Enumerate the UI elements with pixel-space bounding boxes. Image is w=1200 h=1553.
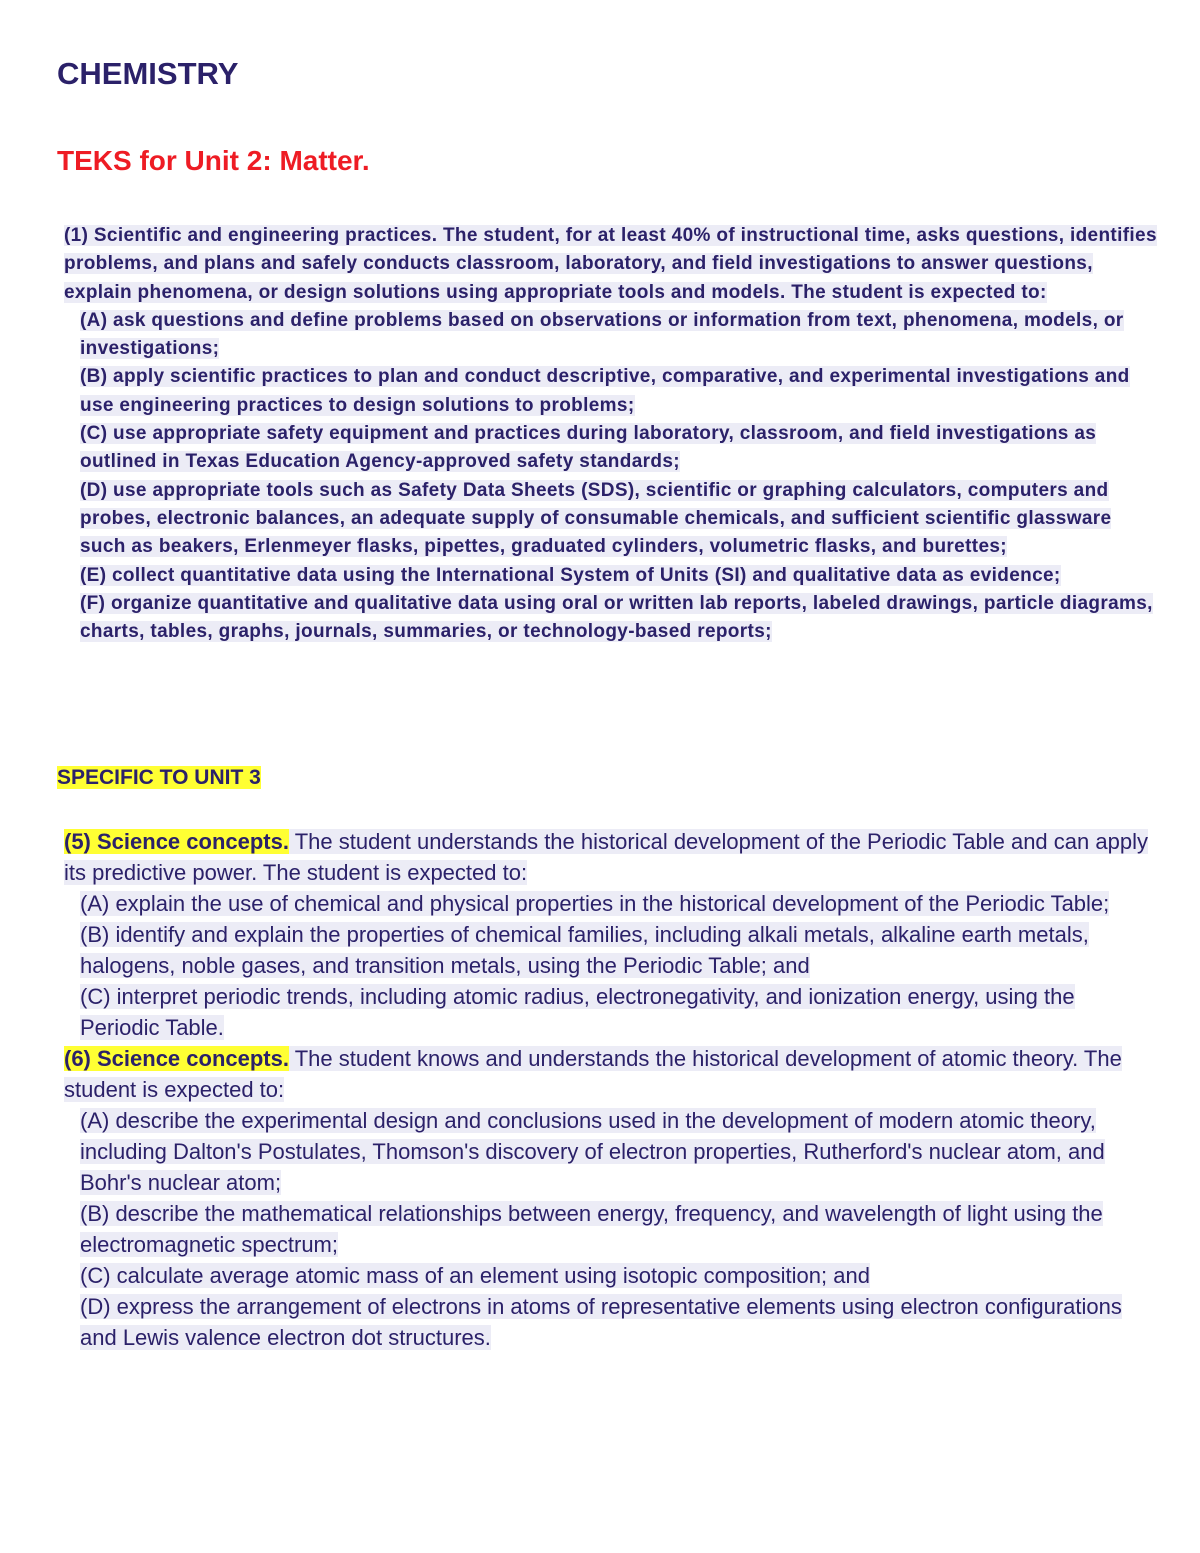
page-title: CHEMISTRY: [57, 56, 239, 91]
concept-item-text: (B) describe the mathematical relationships between energy, frequency, and wavelength of light using the electromagnetic spectrum;: [80, 1201, 1103, 1257]
unit-subtitle: TEKS for Unit 2: Matter.: [57, 145, 370, 176]
concept-item-text: (A) explain the use of chemical and physical properties in the historical development of the Periodic Table;: [80, 891, 1110, 916]
concept-item-text: (B) identify and explain the properties of chemical families, including alkali metals, alkaline earth metals, halogens, noble gases, and transition metals, using the Periodic Table; and: [80, 922, 1089, 978]
concept-item-text: (C) calculate average atomic mass of an element using isotopic composition; and: [80, 1263, 870, 1288]
practice-item-b: [57, 363, 1157, 420]
specific-heading: [57, 766, 261, 790]
practice-item-text: (A) ask questions and define problems based on observations or information from text, phenomena, models, or investigations;: [80, 309, 1124, 360]
practice-item-d: [57, 477, 1157, 562]
practices-section: [57, 222, 1157, 646]
practice-item-text: (B) apply scientific practices to plan and conduct descriptive, comparative, and experimental investigations and use engineering practices to design solutions to problems;: [80, 366, 1130, 416]
concept-5-item-b: [57, 919, 1157, 981]
concept-5-text: The student understands the historical development of the Periodic Table and can apply its predictive power. The student is expected to:: [64, 829, 1148, 885]
specific-heading-text: SPECIFIC TO UNIT 3: [57, 766, 261, 789]
concept-6-item-a: [57, 1105, 1157, 1198]
practice-item-text: (E) collect quantitative data using the International System of Units (SI) and qualitative data as evidence;: [80, 564, 1061, 586]
concept-6-item-c: [57, 1260, 1157, 1291]
concept-6-item-d: [57, 1291, 1157, 1353]
concept-6-intro: [57, 1043, 1157, 1105]
practice-item-c: [57, 420, 1157, 477]
practices-intro-text: (1) Scientific and engineering practices. The student, for at least 40% of instructional time, asks questions, identifies problems, and plans and safely conducts classroom, laboratory, and field investigations to answer questions, explain phenomena, or design solutions using appropriate tools and models. The student is expected to:: [64, 225, 1157, 303]
concept-5-label: (5) Science concepts.: [64, 829, 289, 854]
concept-item-text: (D) express the arrangement of electrons in atoms of representative elements using electron configurations and Lewis valence electron dot structures.: [80, 1294, 1122, 1350]
concept-item-text: (C) interpret periodic trends, including atomic radius, electronegativity, and ionization energy, using the Periodic Table.: [80, 984, 1075, 1040]
practice-item-f: [57, 590, 1157, 647]
concepts-section: [57, 826, 1157, 1353]
practices-intro: [57, 222, 1157, 307]
practice-item-a: [57, 307, 1157, 364]
practice-item-text: (C) use appropriate safety equipment and practices during laboratory, classroom, and field investigations as outlined in Texas Education Agency-approved safety standards;: [80, 423, 1097, 473]
practice-item-text: (F) organize quantitative and qualitative data using oral or written lab reports, labeled drawings, particle diagrams, charts, tables, graphs, journals, summaries, or technology-based reports;: [80, 592, 1153, 643]
concept-5-item-a: [57, 888, 1157, 919]
concept-item-text: (A) describe the experimental design and conclusions used in the development of modern atomic theory, including Dalton's Postulates, Thomson's discovery of electron properties, Rutherford's nuclear atom, and Bohr's nuclear atom;: [80, 1108, 1105, 1195]
practice-item-e: [57, 562, 1157, 590]
concept-5-intro: [57, 826, 1157, 888]
practice-item-text: (D) use appropriate tools such as Safety Data Sheets (SDS), scientific or graphing calculators, computers and probes, electronic balances, an adequate supply of consumable chemicals, and sufficient scientific glassware such as beakers, Erlenmeyer flasks, pipettes, graduated cylinders, volumetric flasks, and burettes;: [80, 479, 1112, 558]
concept-5-item-c: [57, 981, 1157, 1043]
concept-6-text: The student knows and understands the historical development of atomic theory. The student is expected to:: [64, 1046, 1122, 1102]
concept-6-label: (6) Science concepts.: [64, 1046, 289, 1071]
concept-6-item-b: [57, 1198, 1157, 1260]
